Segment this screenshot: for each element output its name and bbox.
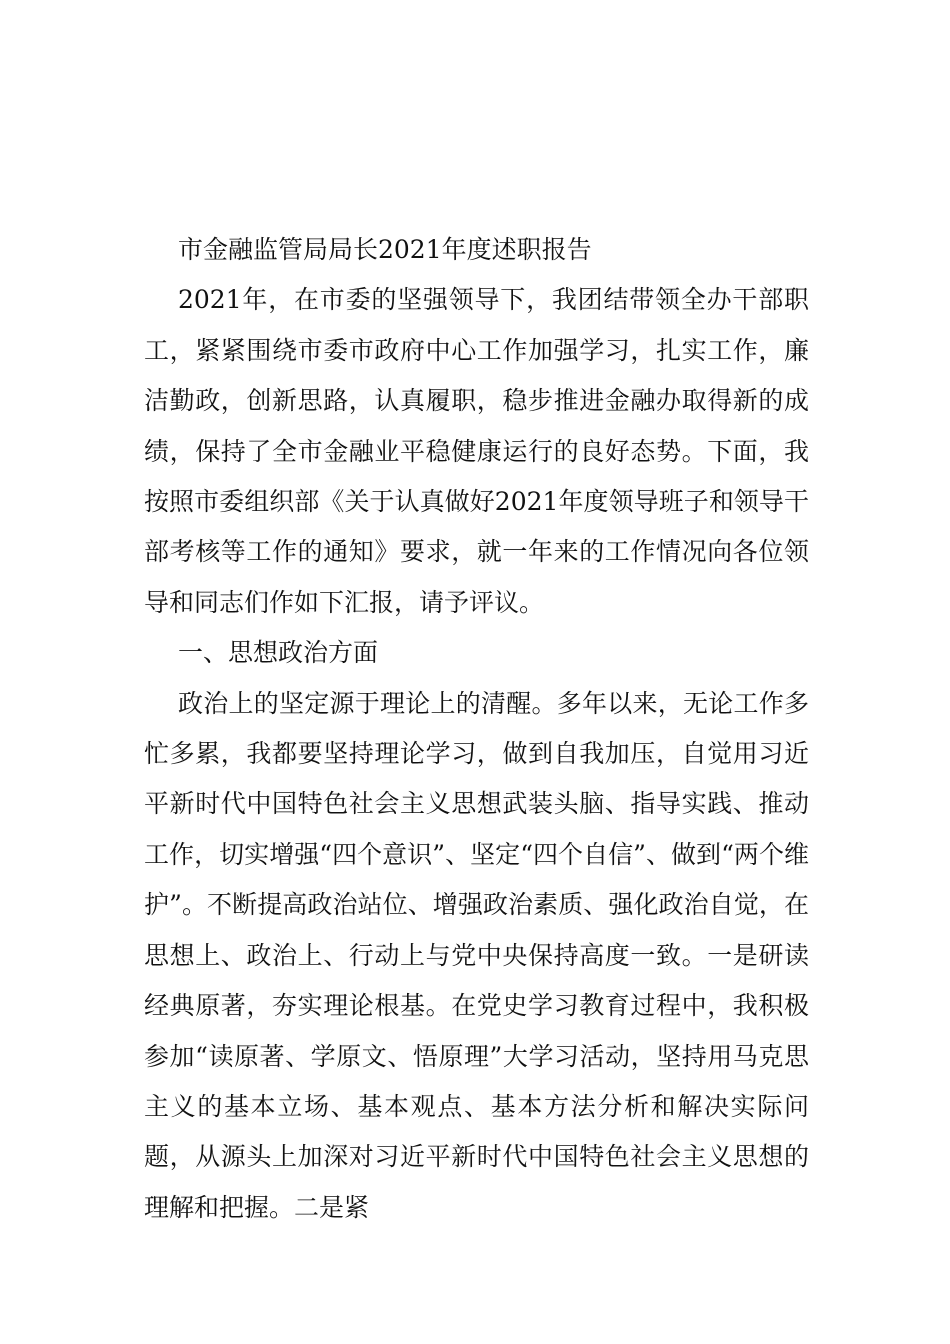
document-body [144, 225, 809, 1233]
section-heading: 一、思想政治方面 [178, 638, 379, 668]
section-paragraph: 政治上的坚定源于理论上的清醒。多年以来，无论工作多忙多累，我都要坚持理论学习，做到自我加压，自觉用习近平新时代中国特色社会主义思想武装头脑、指导实践、推动工作，切实增强“四个意识”、坚定“四个自信”、做到“两个维护”。不断提高政治站位、增强政治素质、强化政治自觉，在思想上、政治上、行动上与党中央保持高度一致。一是研读经典原著，夯实理论根基。在党史学习教育过程中，我积极参加“读原著、学原文、悟原理”大学习活动，坚持用马克思主义的基本立场、基本观点、基本方法分析和解决实际问题，从源头上加深对习近平新时代中国特色社会主义思想的理解和把握。二是紧 [144, 688, 809, 1222]
document-title: 市金融监管局局长2021年度述职报告 [178, 235, 592, 264]
intro-paragraph: 2021年，在市委的坚强领导下，我团结带领全办干部职工，紧紧围绕市委市政府中心工作加强学习，扎实工作，廉洁勤政，创新思路，认真履职，稳步推进金融办取得新的成绩，保持了全市金融业平稳健康运行的良好态势。下面，我按照市委组织部《关于认真做好2021年度领导班子和领导干部考核等工作的通知》要求，就一年来的工作情况向各位领导和同志们作如下汇报，请予评议。 [144, 285, 809, 617]
